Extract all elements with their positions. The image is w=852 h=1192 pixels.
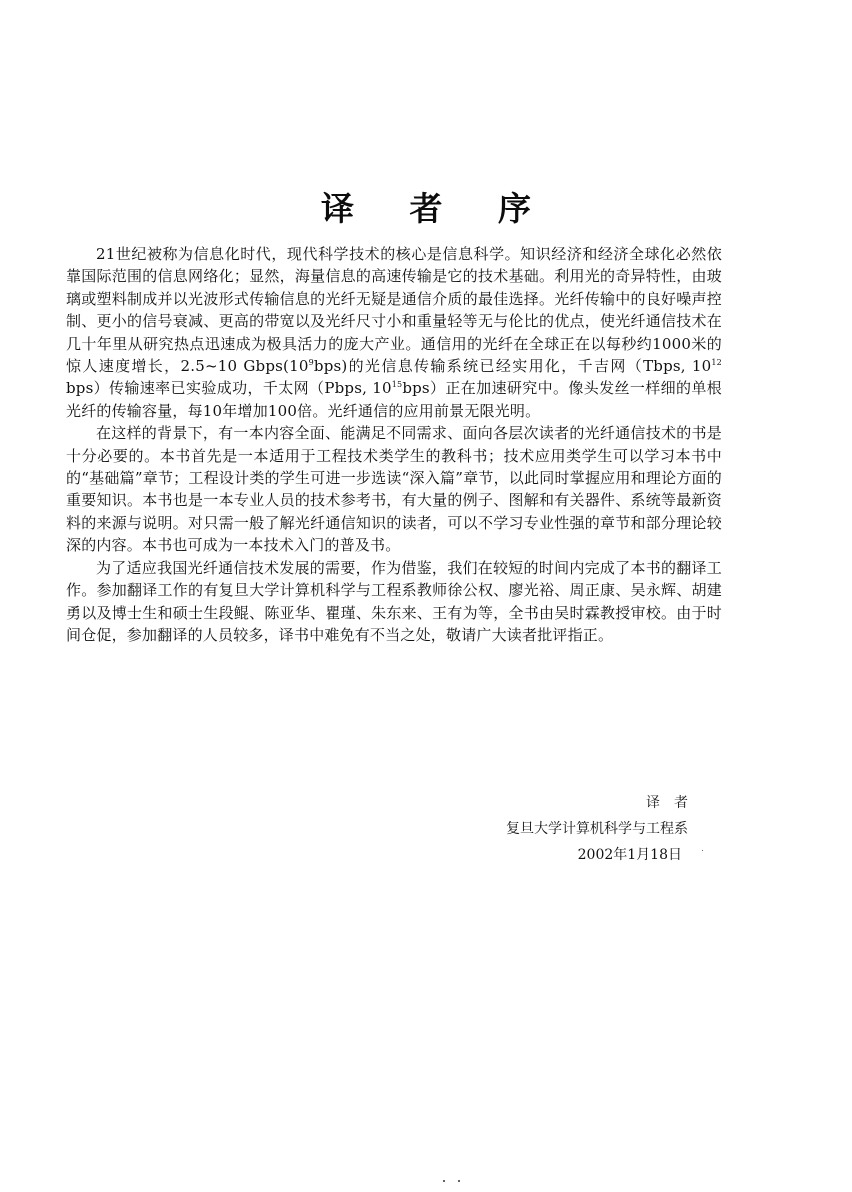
paragraph-1 [66, 243, 722, 422]
preface-body [66, 243, 722, 646]
paragraph-1-text-d: bps）正在加速研究中。像头发丝一样细的单根光纤的传输容量，每10年增加100倍。光纤通信的应用前景无限光明。 [66, 379, 722, 420]
page-title: 译 者 序 [321, 189, 553, 228]
paragraph-2: 在这样的背景下，有一本内容全面、能满足不同需求、面向各层次读者的光纤通信技术的书是十分必要的。本书首先是一本适用于工程技术类学生的教科书；技术应用类学生可以学习本书中的“基础篇”章节；工程设计类的学生可进一步选读“深入篇”章节，以此同时掌握应用和理论方面的重要知识。本书也是一本专业人员的技术参考书，有大量的例子、图解和有关器件、系统等最新资料的来源与说明。对只需一般了解光纤通信知识的读者，可以不学习专业性强的章节和部分理论较深的内容。本书也可成为一本技术入门的普及书。 [66, 424, 722, 555]
superscript-exponent-15: 15 [391, 380, 403, 390]
scan-speck [458, 1180, 460, 1182]
signature-block [506, 790, 702, 868]
paragraph-3: 为了适应我国光纤通信技术发展的需要，作为借鉴，我们在较短的时间内完成了本书的翻译工作。参加翻译工作的有复旦大学计算机科学与工程系教师徐公权、廖光裕、周正康、吴永辉、胡建勇以及博士生和硕士生段鲲、陈亚华、瞿瑾、朱东来、王有为等，全书由吴时霖教授审校。由于时间仓促，参加翻译的人员较多，译书中难免有不当之处，敬请广大读者批评指正。 [66, 558, 722, 644]
scan-speck [702, 850, 703, 851]
signature-department: 复旦大学计算机科学与工程系 [506, 821, 688, 837]
paragraph-1-text-a: 21世纪被称为信息化时代，现代科学技术的核心是信息科学。知识经济和经济全球化必然依靠国际范围的信息网络化；显然，海量信息的高速传输是它的技术基础。利用光的奇异特性，由玻璃或塑料制成并以光波形式传输信息的光纤无疑是通信介质的最佳选择。光纤传输中的良好噪声控制、更小的信号衰减、更高的带宽以及光纤尺寸小和重量轻等无与伦比的优点，使光纤通信技术在几十年里从研究热点迅速成为极具活力的庞大产业。通信用的光纤在全球正在以每秒约1000米的惊人速度增长，2.5~10 Gbps(10 [66, 245, 722, 376]
paragraph-1-text-c: bps）传输速率已实验成功，千太网（Pbps, 10 [66, 379, 392, 398]
superscript-exponent-9: 9 [308, 358, 314, 368]
scan-speck [443, 1180, 445, 1182]
paragraph-1-text-b: bps)的光信息传输系统已经实用化，千吉网（Tbps, 10 [313, 357, 712, 376]
signature-date: 2002年1月18日 [577, 847, 682, 863]
signature-translator: 译者 [646, 795, 702, 811]
superscript-exponent-12: 12 [711, 358, 722, 368]
